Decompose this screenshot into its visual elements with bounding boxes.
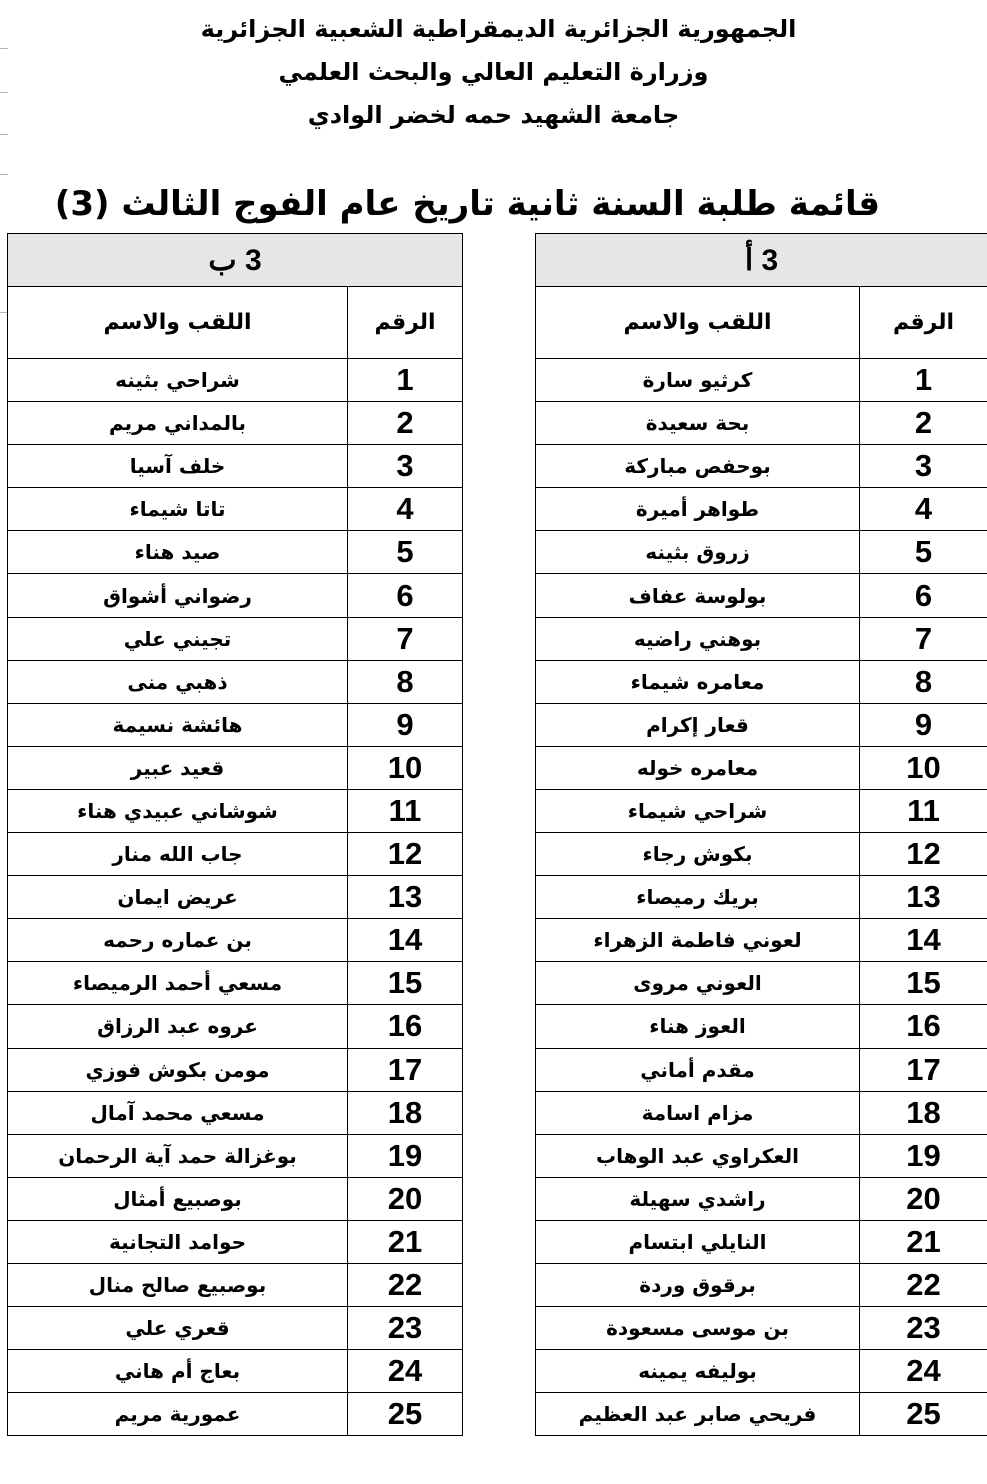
table-row [536, 746, 987, 789]
row-number: 4 [860, 488, 987, 531]
column-header-row [536, 287, 987, 359]
student-name: بوغزالة حمد آية الرحمان [8, 1134, 348, 1177]
table-row [8, 833, 463, 876]
row-number: 25 [860, 1393, 987, 1436]
table-row [8, 1263, 463, 1306]
student-name: بالمداني مريم [8, 402, 348, 445]
row-number: 15 [348, 962, 463, 1005]
table-row [536, 445, 987, 488]
student-name: بوصبيع صالح منال [8, 1263, 348, 1306]
row-number: 10 [860, 746, 987, 789]
row-number: 18 [860, 1091, 987, 1134]
student-name: بوهني راضيه [536, 617, 860, 660]
row-number: 12 [860, 833, 987, 876]
row-number: 23 [348, 1307, 463, 1350]
table-row [8, 746, 463, 789]
row-number: 22 [860, 1263, 987, 1306]
student-name: كرثيو سارة [536, 359, 860, 402]
table-row [536, 1005, 987, 1048]
university-line: جامعة الشهيد حمه لخضر الوادي [307, 101, 680, 129]
table-row [8, 1091, 463, 1134]
student-name: العوني مروى [536, 962, 860, 1005]
student-name: تاتا شيماء [8, 488, 348, 531]
row-number: 12 [348, 833, 463, 876]
student-name: بكوش رجاء [536, 833, 860, 876]
student-name: قعار إكرام [536, 703, 860, 746]
column-header-name: اللقب والاسم [536, 287, 860, 359]
column-header-name: اللقب والاسم [8, 287, 348, 359]
table-row [8, 1134, 463, 1177]
table-row [536, 1134, 987, 1177]
student-name: حوامد التجانية [8, 1220, 348, 1263]
table-row [536, 531, 987, 574]
table-row [536, 488, 987, 531]
row-number: 5 [348, 531, 463, 574]
table-row [8, 574, 463, 617]
row-number: 23 [860, 1307, 987, 1350]
table-row [536, 1393, 987, 1436]
student-name: شراحي بثينه [8, 359, 348, 402]
student-name: معامره خوله [536, 746, 860, 789]
student-name: مومن بكوش فوزي [8, 1048, 348, 1091]
student-name: مقدم أماني [536, 1048, 860, 1091]
column-header-number: الرقم [348, 287, 463, 359]
student-name: طواهر أميرة [536, 488, 860, 531]
row-number: 19 [860, 1134, 987, 1177]
row-number: 21 [860, 1220, 987, 1263]
student-name: عمورية مريم [8, 1393, 348, 1436]
table-row [8, 789, 463, 832]
row-number: 19 [348, 1134, 463, 1177]
table-row [536, 1048, 987, 1091]
row-number: 15 [860, 962, 987, 1005]
row-number: 2 [860, 402, 987, 445]
table-row [8, 531, 463, 574]
student-name: فريحي صابر عبد العظيم [536, 1393, 860, 1436]
student-name: قعيد عبير [8, 746, 348, 789]
student-name: رضواني أشواق [8, 574, 348, 617]
group-b-table [7, 233, 463, 1436]
table-row [8, 445, 463, 488]
table-row [536, 703, 987, 746]
student-name: بعاج أم هاني [8, 1350, 348, 1393]
row-number: 20 [860, 1177, 987, 1220]
row-number: 17 [860, 1048, 987, 1091]
student-name: بريك رميصاء [536, 876, 860, 919]
table-row [8, 703, 463, 746]
row-number: 4 [348, 488, 463, 531]
student-name: زروق بثينه [536, 531, 860, 574]
row-number: 11 [348, 789, 463, 832]
list-title: قائمة طلبة السنة ثانية تاريخ عام الفوج الثالث (3) [54, 184, 880, 224]
student-name: لعوني فاطمة الزهراء [536, 919, 860, 962]
row-number: 3 [348, 445, 463, 488]
table-row [8, 1048, 463, 1091]
row-number: 7 [348, 617, 463, 660]
table-row [8, 876, 463, 919]
student-name: شراحي شيماء [536, 789, 860, 832]
student-name: ذهبي منى [8, 660, 348, 703]
student-name: بولوسة عفاف [536, 574, 860, 617]
table-row [536, 1263, 987, 1306]
row-number: 6 [348, 574, 463, 617]
table-row [536, 660, 987, 703]
student-name: قعري علي [8, 1307, 348, 1350]
group-label: 3 ب [8, 234, 463, 287]
row-number: 10 [348, 746, 463, 789]
row-number: 11 [860, 789, 987, 832]
student-name: بحة سعيدة [536, 402, 860, 445]
row-number: 13 [348, 876, 463, 919]
student-name: العكراوي عبد الوهاب [536, 1134, 860, 1177]
student-name: مسعي محمد آمال [8, 1091, 348, 1134]
student-name: عريض ايمان [8, 876, 348, 919]
table-row [8, 1350, 463, 1393]
row-number: 9 [348, 703, 463, 746]
row-number: 3 [860, 445, 987, 488]
table-row [536, 833, 987, 876]
row-number: 6 [860, 574, 987, 617]
row-number: 8 [348, 660, 463, 703]
table-row [536, 1177, 987, 1220]
row-number: 9 [860, 703, 987, 746]
student-name: صيد هناء [8, 531, 348, 574]
student-name: جاب الله منار [8, 833, 348, 876]
table-row [8, 617, 463, 660]
table-row [536, 789, 987, 832]
row-number: 25 [348, 1393, 463, 1436]
student-name: بوليفه يمينه [536, 1350, 860, 1393]
row-number: 1 [860, 359, 987, 402]
student-name: بن موسى مسعودة [536, 1307, 860, 1350]
row-number: 24 [860, 1350, 987, 1393]
row-number: 22 [348, 1263, 463, 1306]
republic-line: الجمهورية الجزائرية الديمقراطية الشعبية الجزائرية [200, 15, 797, 43]
table-row [536, 1220, 987, 1263]
row-number: 18 [348, 1091, 463, 1134]
group-header-row [536, 234, 987, 287]
row-number: 5 [860, 531, 987, 574]
student-name: بن عماره رحمه [8, 919, 348, 962]
table-row [8, 1005, 463, 1048]
row-number: 2 [348, 402, 463, 445]
student-name: شوشاني عبيدي هناء [8, 789, 348, 832]
row-number: 1 [348, 359, 463, 402]
table-row [8, 1393, 463, 1436]
group-header-row [8, 234, 463, 287]
row-number: 21 [348, 1220, 463, 1263]
table-row [8, 402, 463, 445]
row-number: 14 [860, 919, 987, 962]
table-row [536, 359, 987, 402]
table-row [536, 1350, 987, 1393]
table-row [536, 402, 987, 445]
column-header-number: الرقم [860, 287, 987, 359]
student-name: العوز هناء [536, 1005, 860, 1048]
table-row [8, 1177, 463, 1220]
table-row [8, 919, 463, 962]
table-row [536, 876, 987, 919]
student-name: مزام اسامة [536, 1091, 860, 1134]
group-a-table [535, 233, 987, 1436]
table-row [536, 962, 987, 1005]
row-number: 16 [860, 1005, 987, 1048]
student-name: خلف آسيا [8, 445, 348, 488]
student-name: بوحفص مباركة [536, 445, 860, 488]
table-row [8, 660, 463, 703]
row-number: 24 [348, 1350, 463, 1393]
document-header [0, 8, 987, 137]
table-row [8, 1220, 463, 1263]
student-name: راشدي سهيلة [536, 1177, 860, 1220]
table-row [536, 617, 987, 660]
student-name: برقوق وردة [536, 1263, 860, 1306]
table-row [536, 1307, 987, 1350]
student-name: النايلي ابتسام [536, 1220, 860, 1263]
table-row [8, 1307, 463, 1350]
table-row [536, 574, 987, 617]
row-number: 20 [348, 1177, 463, 1220]
table-row [8, 488, 463, 531]
table-row [8, 962, 463, 1005]
student-name: تجيني علي [8, 617, 348, 660]
student-name: هائشة نسيمة [8, 703, 348, 746]
group-label: 3 أ [536, 234, 987, 287]
student-name: عروه عبد الرزاق [8, 1005, 348, 1048]
ministry-line: وزرارة التعليم العالي والبحث العلمي [278, 58, 709, 86]
row-number: 13 [860, 876, 987, 919]
student-name: معامره شيماء [536, 660, 860, 703]
row-number: 7 [860, 617, 987, 660]
student-name: مسعي أحمد الرميصاء [8, 962, 348, 1005]
row-number: 17 [348, 1048, 463, 1091]
table-row [536, 919, 987, 962]
table-row [8, 359, 463, 402]
row-number: 14 [348, 919, 463, 962]
column-header-row [8, 287, 463, 359]
row-number: 8 [860, 660, 987, 703]
table-row [536, 1091, 987, 1134]
student-name: بوصبيع أمثال [8, 1177, 348, 1220]
row-number: 16 [348, 1005, 463, 1048]
